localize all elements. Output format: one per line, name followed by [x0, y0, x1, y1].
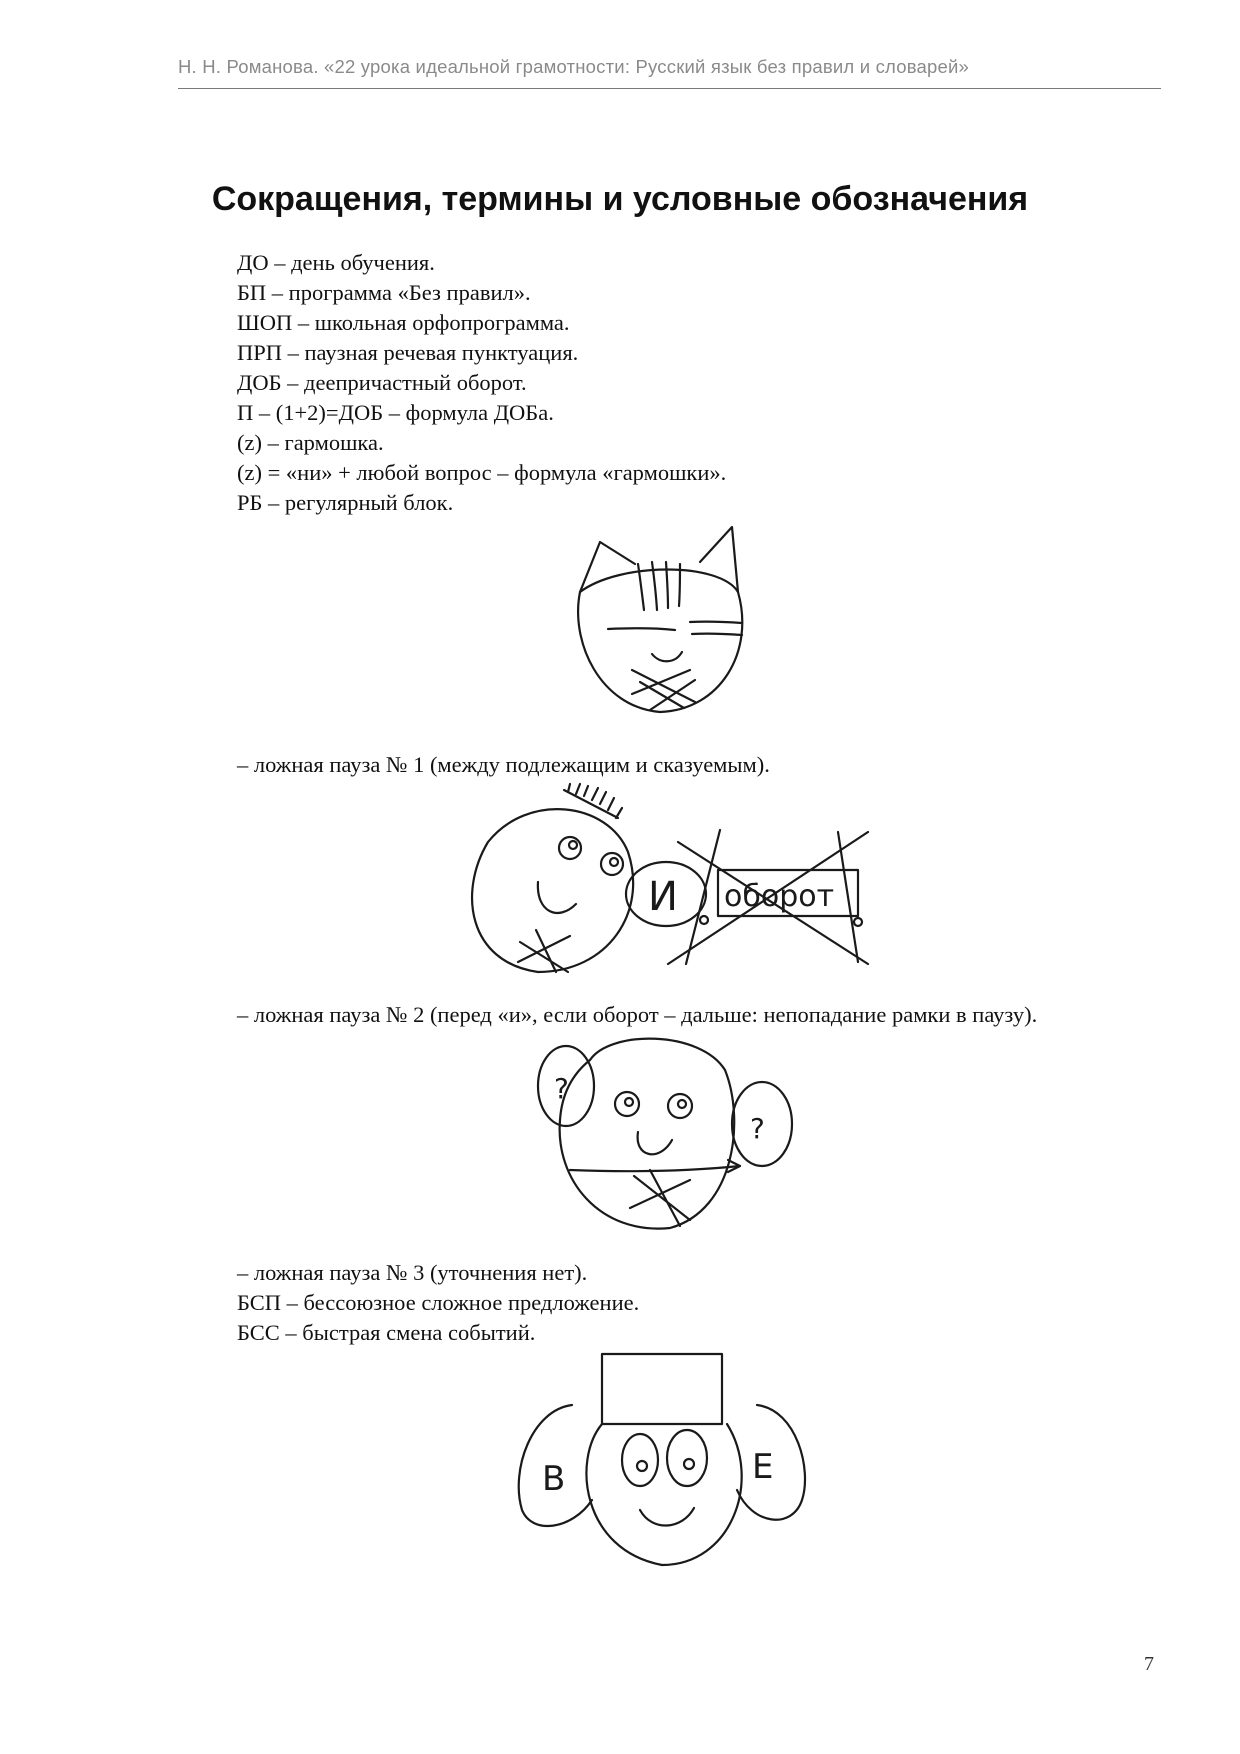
definition-prp: ПРП – паузная речевая пунктуация.	[237, 340, 579, 365]
head-with-rectangle-drawing	[512, 1350, 812, 1585]
page-title: Сокращения, термины и условные обозначения	[211, 180, 1029, 218]
definition-do: ДО – день обучения.	[237, 250, 435, 275]
definition-dob: ДОБ – деепричастный оборот.	[237, 370, 527, 395]
bubble-i-label: И	[648, 874, 678, 920]
page-number: 7	[1144, 1653, 1154, 1675]
header-rule	[178, 88, 1161, 89]
definition-bp: БП – программа «Без правил».	[237, 280, 531, 305]
definition-shop: ШОП – школьная орфопрограмма.	[237, 310, 570, 335]
frame-label: оборот	[724, 879, 835, 914]
head-with-question-ears-drawing	[530, 1030, 800, 1240]
definition-dob-formula: П – (1+2)=ДОБ – формула ДОБа.	[237, 400, 554, 425]
definition-bsp: БСП – бессоюзное сложное предложение.	[237, 1290, 640, 1315]
caption-pause-2: – ложная пауза № 2 (перед «и», если оборот – дальше: непопадание рамки в паузу).	[237, 1002, 1038, 1027]
right-ear-question-mark: ?	[750, 1112, 765, 1145]
cat-face-drawing	[560, 522, 760, 732]
left-ear-letter: В	[542, 1459, 566, 1499]
definition-garmoshka-formula: (z) = «ни» + любой вопрос – формула «гармошки».	[237, 460, 727, 485]
caption-pause-3: – ложная пауза № 3 (уточнения нет).	[237, 1260, 588, 1285]
caption-pause-1: – ложная пауза № 1 (между подлежащим и сказуемым).	[237, 752, 770, 777]
left-ear-question-mark: ?	[554, 1072, 569, 1105]
definition-rb: РБ – регулярный блок.	[237, 490, 454, 515]
head-with-frame-drawing	[458, 782, 878, 982]
running-header: Н. Н. Романова. «22 урока идеальной грамотности: Русский язык без правил и словарей»	[178, 56, 970, 77]
right-ear-letter: Е	[752, 1447, 774, 1487]
definition-bss: БСС – быстрая смена событий.	[237, 1320, 536, 1345]
definition-garmoshka: (z) – гармошка.	[237, 430, 384, 455]
